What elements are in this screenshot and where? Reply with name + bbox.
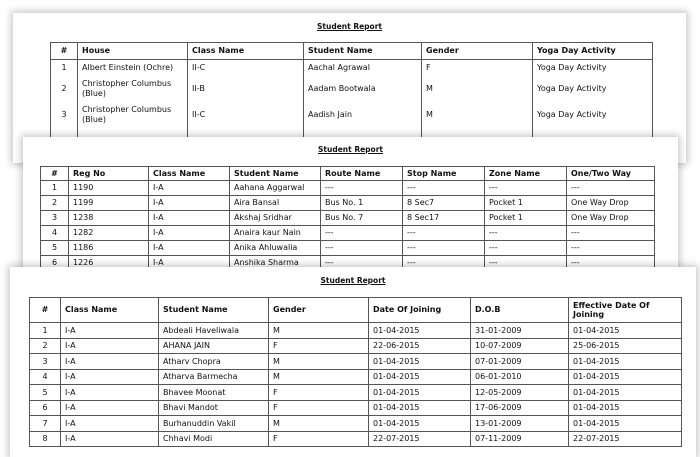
table-cell: 5 [30,385,61,401]
table-cell: 01-04-2015 [569,385,682,401]
table-cell: Bhavee Moonat [159,385,269,401]
table-cell: 2 [30,338,61,354]
table-cell: 6 [41,256,69,271]
table-cell: Bus No. 1 [321,196,403,211]
table-cell: 3 [51,102,78,128]
table-cell: 1186 [69,241,149,256]
table-cell: M [269,369,369,385]
table-row [30,431,682,447]
table-cell: 1282 [69,226,149,241]
column-header: Gender [422,43,533,60]
table-cell: I-A [61,431,159,447]
table-cell: 01-04-2015 [369,416,471,432]
column-header: # [41,167,69,181]
table-cell: F [269,338,369,354]
table-cell: Christopher Columbus (Blue) [78,76,188,102]
table-cell: --- [567,226,655,241]
table-cell: 1238 [69,211,149,226]
report-title: Student Report [317,22,382,31]
table-cell: 10-07-2009 [471,338,569,354]
table-cell: --- [321,226,403,241]
table-row [30,416,682,432]
table-cell: F [422,60,533,76]
table-cell: I-A [149,241,230,256]
table-cell: Burhanuddin Vakil [159,416,269,432]
table-cell: I-A [61,416,159,432]
column-header: Stop Name [403,167,485,181]
table-cell: F [269,400,369,416]
table-row [41,241,655,256]
table-row [51,102,653,128]
table-cell: --- [403,256,485,271]
table-cell: 1226 [69,256,149,271]
table-cell: 01-04-2015 [569,354,682,370]
table-cell: Aadish Jain [304,102,422,128]
table-cell: 1 [41,181,69,196]
table-cell: I-A [149,211,230,226]
table-cell: --- [321,256,403,271]
column-header: Student Name [230,167,321,181]
table-cell: Albert Einstein (Ochre) [78,60,188,76]
table-cell: M [422,102,533,128]
table-cell: 06-01-2010 [471,369,569,385]
table-header-row [30,298,682,323]
column-header: Class Name [188,43,304,60]
table-cell: 1190 [69,181,149,196]
table-cell: AHANA JAIN [159,338,269,354]
table-cell: 4 [41,226,69,241]
table-cell: Christopher Columbus (Blue) [78,102,188,128]
table-row [41,181,655,196]
table-row [41,226,655,241]
table-row [41,211,655,226]
table-cell: --- [485,256,567,271]
transport-report-table [40,166,655,271]
table-cell: M [269,354,369,370]
table-cell: Atharv Chopra [159,354,269,370]
table-row [51,76,653,102]
table-cell: Akshaj Sridhar [230,211,321,226]
table-cell: Aira Bansal [230,196,321,211]
table-cell: Anika Ahluwalia [230,241,321,256]
table-cell: 07-01-2009 [471,354,569,370]
table-cell: Atharva Barmecha [159,369,269,385]
table-cell: 6 [30,400,61,416]
table-cell: I-A [61,354,159,370]
table-row [30,338,682,354]
table-cell: Pocket 1 [485,211,567,226]
column-header: Date Of Joining [369,298,471,323]
column-header: Class Name [61,298,159,323]
table-cell: --- [567,256,655,271]
column-header: Reg No [69,167,149,181]
table-cell: Abdeali Haveliwala [159,323,269,339]
report-title: Student Report [320,276,386,285]
table-cell: M [269,416,369,432]
table-cell: 22-06-2015 [369,338,471,354]
table-cell: --- [403,226,485,241]
table-cell: --- [567,241,655,256]
column-header: Student Name [159,298,269,323]
table-cell: 25-06-2015 [569,338,682,354]
table-cell: One Way Drop [567,211,655,226]
column-header: Yoga Day Activity [533,43,653,60]
table-cell: 01-04-2015 [369,354,471,370]
table-cell: --- [321,241,403,256]
table-cell: 01-04-2015 [369,385,471,401]
table-cell: II-C [188,102,304,128]
table-cell: 22-07-2015 [569,431,682,447]
table-header-row [51,43,653,60]
table-cell: I-A [61,369,159,385]
table-cell: 2 [41,196,69,211]
table-cell: Anshika Sharma [230,256,321,271]
table-cell: 01-04-2015 [569,416,682,432]
column-header: House [78,43,188,60]
table-cell: 12-05-2009 [471,385,569,401]
table-cell: Aahana Aggarwal [230,181,321,196]
table-cell: One Way Drop [567,196,655,211]
table-cell: II-C [188,60,304,76]
table-cell: I-A [149,256,230,271]
table-header-row [41,167,655,181]
table-cell: 5 [41,241,69,256]
joining-report-table [29,297,682,447]
table-cell: 3 [30,354,61,370]
table-cell: 8 Sec17 [403,211,485,226]
table-cell: II-B [188,76,304,102]
column-header: Route Name [321,167,403,181]
table-cell: 7 [30,416,61,432]
column-header: Student Name [304,43,422,60]
table-cell: 01-04-2015 [369,400,471,416]
column-header: D.O.B [471,298,569,323]
table-cell: 1 [30,323,61,339]
report-sheet-joining [10,267,696,457]
column-header: One/Two Way [567,167,655,181]
table-cell: I-A [149,226,230,241]
table-cell: 4 [30,369,61,385]
table-cell: I-A [61,385,159,401]
column-header: Zone Name [485,167,567,181]
table-cell: Chhavi Modi [159,431,269,447]
table-cell: --- [403,181,485,196]
table-cell: --- [485,226,567,241]
table-cell: --- [485,181,567,196]
table-cell: 17-06-2009 [471,400,569,416]
table-cell: 22-07-2015 [369,431,471,447]
report-sheet-transport [23,137,678,287]
column-header: # [30,298,61,323]
table-cell: I-A [61,323,159,339]
column-header: Gender [269,298,369,323]
table-cell: 8 Sec7 [403,196,485,211]
table-cell: Pocket 1 [485,196,567,211]
table-cell: 01-04-2015 [569,369,682,385]
table-cell: --- [403,241,485,256]
table-cell: 31-01-2009 [471,323,569,339]
table-cell: Aadam Bootwala [304,76,422,102]
column-header: Effective Date Of Joining [569,298,682,323]
table-cell: M [269,323,369,339]
table-cell: Yoga Day Activity [533,60,653,76]
table-cell: F [269,431,369,447]
table-cell: I-A [149,196,230,211]
table-row [30,385,682,401]
table-row [30,354,682,370]
table-cell: F [269,385,369,401]
table-row [30,400,682,416]
table-cell: 1199 [69,196,149,211]
table-cell: 1 [51,60,78,76]
table-cell: 13-01-2009 [471,416,569,432]
table-cell: I-A [61,400,159,416]
table-row [30,369,682,385]
table-cell: 07-11-2009 [471,431,569,447]
table-cell: I-A [61,338,159,354]
table-cell: --- [321,181,403,196]
table-cell: Yoga Day Activity [533,76,653,102]
table-cell: 2 [51,76,78,102]
table-row [41,196,655,211]
table-cell: --- [567,181,655,196]
table-cell: Yoga Day Activity [533,102,653,128]
table-row [51,60,653,76]
table-cell: 8 [30,431,61,447]
table-cell: 01-04-2015 [369,369,471,385]
report-title: Student Report [318,145,383,154]
table-cell: I-A [149,181,230,196]
table-cell: 3 [41,211,69,226]
table-cell: 01-04-2015 [369,323,471,339]
table-row [30,323,682,339]
table-cell: Anaira kaur Nain [230,226,321,241]
table-cell: Bus No. 7 [321,211,403,226]
column-header: # [51,43,78,60]
column-header: Class Name [149,167,230,181]
table-cell: M [422,76,533,102]
table-cell: 01-04-2015 [569,323,682,339]
table-cell: 01-04-2015 [569,400,682,416]
table-cell: Bhavi Mandot [159,400,269,416]
table-cell: Aachal Agrawal [304,60,422,76]
table-cell: --- [485,241,567,256]
